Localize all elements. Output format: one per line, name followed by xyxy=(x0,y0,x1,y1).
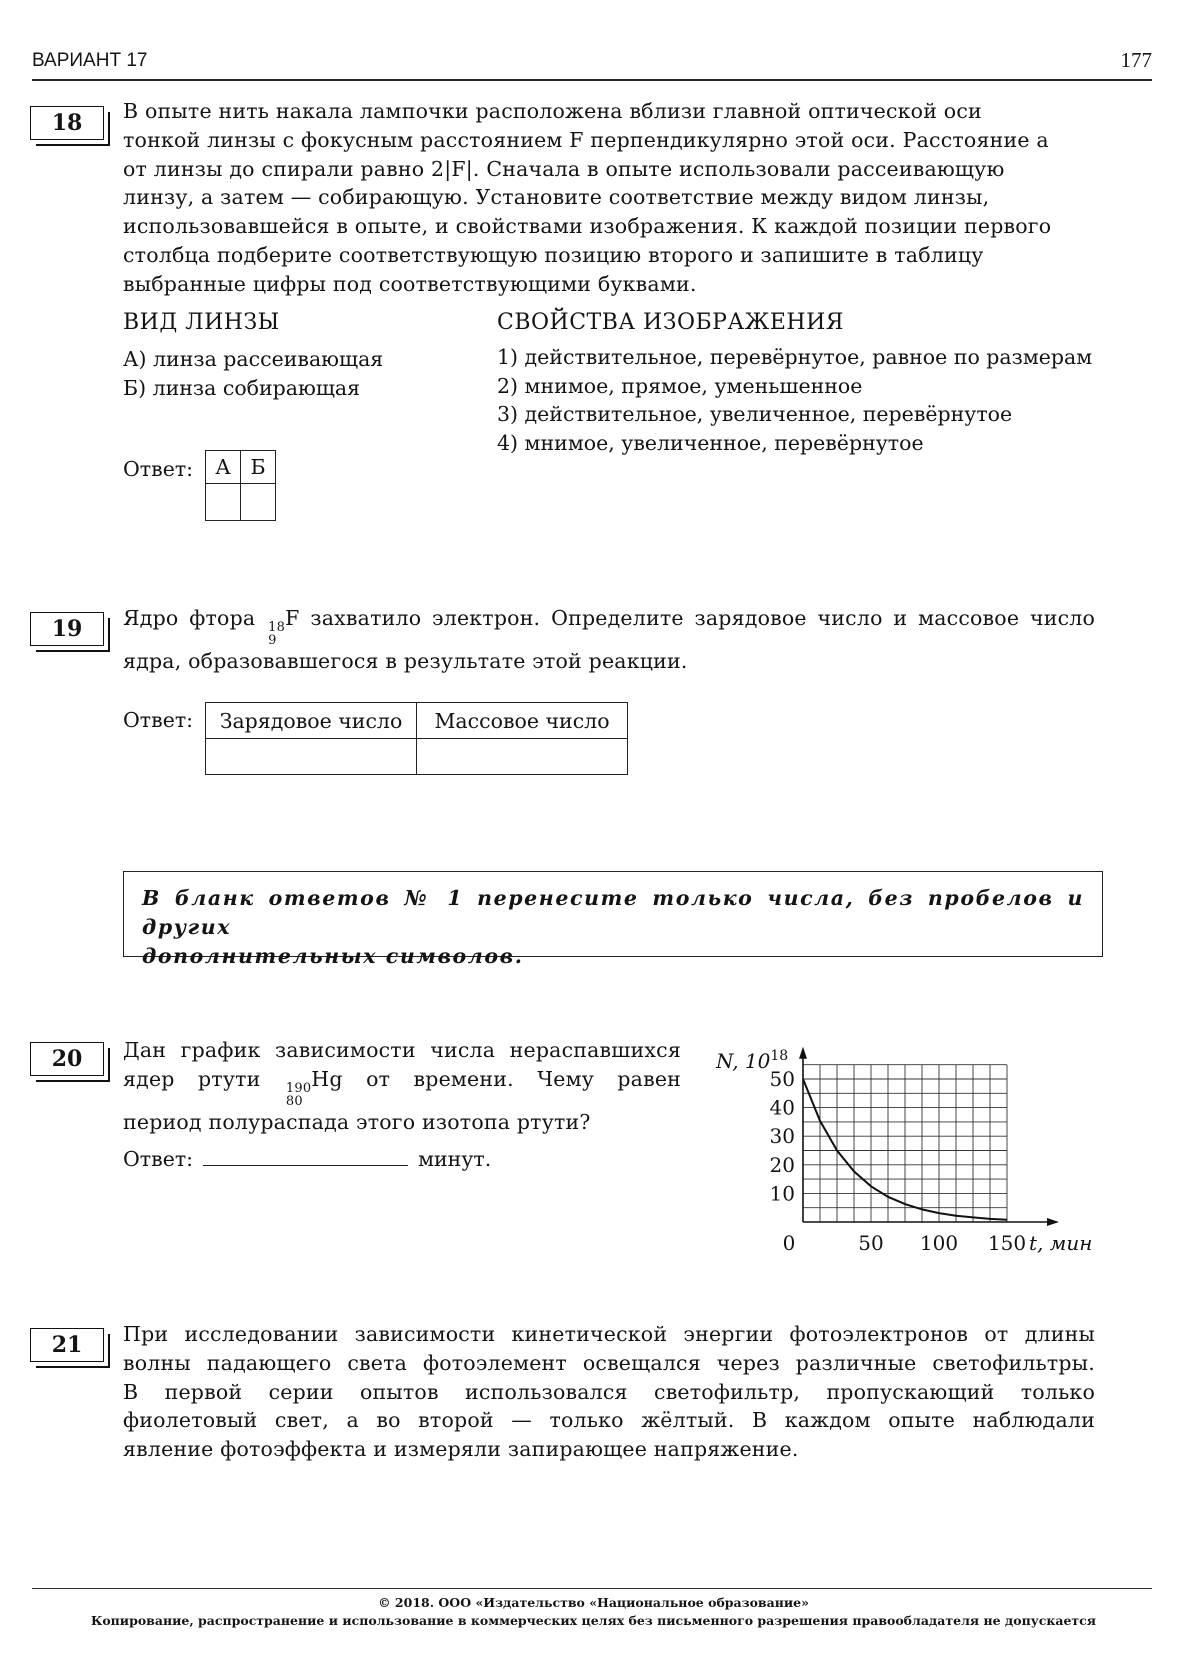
x-tick-label: 50 xyxy=(858,1231,884,1255)
isotope-f-numbers xyxy=(268,621,285,647)
q20-text-before: ядер ртути xyxy=(123,1066,261,1091)
q18-answer-label: Ответ: xyxy=(123,457,194,481)
q20-answer-row xyxy=(123,1145,491,1171)
mass-number-cell[interactable] xyxy=(417,739,628,775)
q19-line: ядра, образовавшегося в результате этой реакции. xyxy=(123,649,688,673)
question-number-19: 19 xyxy=(30,612,104,646)
isotope-charge: 9 xyxy=(268,633,277,648)
header-divider xyxy=(32,79,1152,81)
charge-number-header: Зарядовое число xyxy=(206,703,417,739)
q18-line: тонкой линзы с фокусным расстоянием F перпендикулярно этой оси. Расстояние a xyxy=(123,127,1049,152)
q21-line: При исследовании зависимости кинетической энергии фотоэлектронов от длины xyxy=(123,1322,1095,1346)
answer-cell-a[interactable] xyxy=(206,484,241,521)
decay-chart xyxy=(700,1030,1120,1270)
charge-number-cell[interactable] xyxy=(206,739,417,775)
q21-line: В первой серии опытов использовался светофильтр, пропускающий только xyxy=(123,1379,1095,1404)
copyright-notice: Копирование, распространение и использование в коммерческих целях без письменного разрешения правообладателя не допускается xyxy=(90,1613,1097,1628)
q21-line: волны падающего света фотоэлемент освещался через различные светофильтры. xyxy=(123,1350,1095,1375)
q20-line: период полураспада этого изотопа ртути? xyxy=(123,1109,591,1134)
q19-answer-table xyxy=(205,702,628,775)
q20-answer-label: Ответ: xyxy=(123,1147,194,1171)
isotope-symbol: F xyxy=(285,606,300,630)
q20-answer-unit: минут. xyxy=(418,1147,492,1171)
page-number: 177 xyxy=(1120,48,1152,72)
y-axis-label-prefix: N, 10 xyxy=(716,1049,771,1073)
q18-answer-table xyxy=(205,450,276,521)
question-19-text xyxy=(123,604,1095,676)
notice-line: дополнительных символов. xyxy=(142,944,524,968)
x-tick-label: 0 xyxy=(782,1231,796,1255)
q21-line: фиолетовый свет, а во второй — только жёлтый. В каждом опыте наблюдали xyxy=(123,1408,1095,1433)
q18-line: выбранные цифры под соответствующими буквами. xyxy=(123,271,697,296)
answer-cell-b[interactable] xyxy=(241,484,276,521)
image-properties-header: СВОЙСТВА ИЗОБРАЖЕНИЯ xyxy=(497,310,845,335)
x-tick-labels xyxy=(783,1231,1026,1255)
y-axis-label-exp: 18 xyxy=(770,1048,789,1064)
variant-title: ВАРИАНТ 17 xyxy=(32,50,148,71)
y-tick-label: 30 xyxy=(769,1124,795,1149)
isotope-mass: 190 xyxy=(285,1080,312,1096)
q21-line: явление фотоэффекта и измеряли запирающее напряжение. xyxy=(123,1437,799,1462)
x-axis-arrow xyxy=(1047,1218,1059,1226)
lens-type-header: ВИД ЛИНЗЫ xyxy=(123,310,280,335)
copyright-line: © 2018. ООО «Издательство «Национальное образование» xyxy=(378,1595,809,1610)
q20-text-after: от времени. Чему равен xyxy=(366,1066,682,1091)
y-tick-label: 40 xyxy=(769,1095,795,1120)
question-number-18: 18 xyxy=(30,106,104,140)
isotope-symbol: Hg xyxy=(311,1066,343,1091)
q19-answer-label: Ответ: xyxy=(123,708,194,732)
q18-line: линзу, а затем — собирающую. Установите соответствие между видом линзы, xyxy=(123,185,990,210)
image-properties-list xyxy=(497,343,1092,457)
q18-line: столбца подберите соответствующую позицию второго и запишите в таблицу xyxy=(123,242,984,267)
isotope-charge: 80 xyxy=(285,1093,303,1109)
q19-text-after: захватило электрон. Определите зарядовое число и массовое число xyxy=(310,606,1096,630)
answer-col-a: А xyxy=(206,451,241,484)
footer-divider xyxy=(32,1588,1152,1589)
question-21-text xyxy=(123,1320,1095,1464)
lens-type-item: Б) линза собирающая xyxy=(123,375,361,400)
x-axis-label: t, мин xyxy=(1029,1231,1093,1255)
y-axis-arrow xyxy=(799,1047,807,1059)
question-20-text xyxy=(123,1036,681,1137)
q20-line xyxy=(123,1065,681,1108)
q19-text-before: Ядро фтора xyxy=(123,606,256,630)
x-tick-label: 150 xyxy=(987,1231,1027,1255)
question-number-21: 21 xyxy=(30,1328,104,1362)
transfer-notice xyxy=(123,871,1103,968)
image-property-item: 4) мнимое, увеличенное, перевёрнутое xyxy=(497,430,924,455)
isotope-hg-numbers xyxy=(286,1082,311,1108)
y-tick-label: 20 xyxy=(769,1152,795,1177)
notice-line: В бланк ответов № 1 перенесите только числа, без пробелов и других xyxy=(142,886,1084,939)
image-property-item: 2) мнимое, прямое, уменьшенное xyxy=(497,373,863,398)
q18-line: использовавшейся в опыте, и свойствами изображения. К каждой позиции первого xyxy=(123,214,1052,239)
y-tick-labels xyxy=(770,1067,795,1205)
image-property-item: 3) действительное, увеличенное, перевёрнутое xyxy=(497,402,1013,426)
y-tick-label: 50 xyxy=(769,1067,795,1091)
lens-type-item: А) линза рассеивающая xyxy=(123,347,384,371)
x-tick-label: 100 xyxy=(919,1231,959,1255)
q19-line xyxy=(123,604,1095,647)
answer-col-b: Б xyxy=(241,451,276,484)
lens-type-list xyxy=(123,345,383,402)
question-18-text xyxy=(123,97,1095,299)
question-number-20: 20 xyxy=(30,1042,104,1076)
q18-line: от линзы до спирали равно 2|F|. Сначала в опыте использовали рассеивающую xyxy=(123,156,1005,181)
mass-number-header: Массовое число xyxy=(417,703,628,739)
q18-line: В опыте нить накала лампочки расположена вблизи главной оптической оси xyxy=(123,99,982,123)
q20-line: Дан график зависимости числа нераспавшихся xyxy=(123,1038,681,1062)
y-tick-label: 10 xyxy=(769,1181,795,1206)
isotope-mass: 18 xyxy=(268,620,286,635)
q20-answer-line[interactable] xyxy=(203,1145,408,1166)
image-property-item: 1) действительное, перевёрнутое, равное по размерам xyxy=(497,345,1093,369)
